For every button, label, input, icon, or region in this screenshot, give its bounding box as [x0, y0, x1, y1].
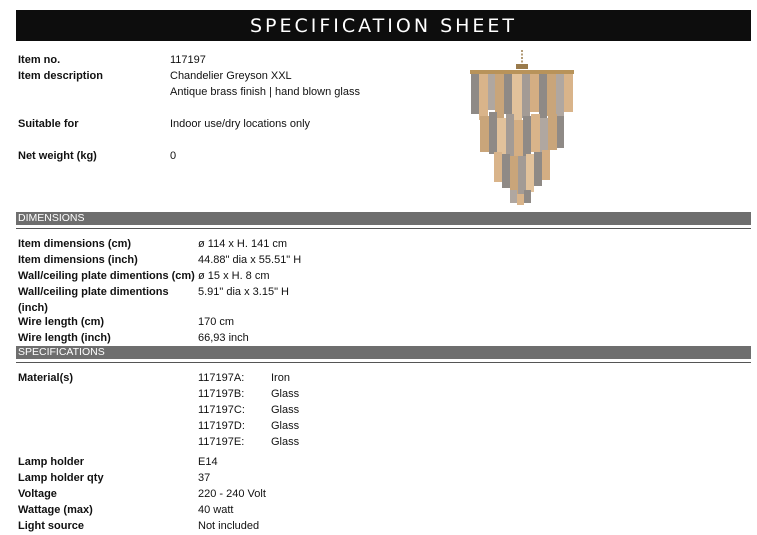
material-type: Glass — [271, 388, 300, 400]
net-weight-value: 0 — [170, 150, 177, 162]
plate-dimensions-inch-value: 5.91" dia x 3.15" H — [198, 286, 289, 298]
material-type: Glass — [271, 404, 300, 416]
voltage-value: 220 - 240 Volt — [198, 488, 266, 500]
item-no-value: 117197 — [170, 54, 206, 66]
material-code: 117197C: — [198, 404, 245, 416]
specifications-divider — [16, 362, 751, 363]
lamp-holder-label: Lamp holder — [18, 456, 85, 468]
material-code: 117197B: — [198, 388, 245, 400]
net-weight-label: Net weight (kg) — [18, 150, 97, 162]
suitable-for-label: Suitable for — [18, 118, 79, 130]
material-code: 117197D: — [198, 420, 245, 432]
specifications-section-header: SPECIFICATIONS — [16, 346, 751, 359]
plate-dimensions-inch-label: Wall/ceiling plate dimentions — [18, 286, 169, 298]
wattage-value: 40 watt — [198, 504, 234, 516]
page-title: SPECIFICATION SHEET — [16, 10, 751, 41]
wire-length-cm-label: Wire length (cm) — [18, 316, 105, 328]
plate-dimensions-inch-label-cont: (inch) — [18, 302, 48, 314]
wire-length-inch-value: 66,93 inch — [198, 332, 249, 344]
material-code: 117197E: — [198, 436, 245, 448]
item-description-label: Item description — [18, 70, 103, 82]
wire-length-inch-label: Wire length (inch) — [18, 332, 111, 344]
suitable-for-value: Indoor use/dry locations only — [170, 118, 311, 130]
light-source-value: Not included — [198, 520, 260, 532]
item-dimensions-cm-label: Item dimensions (cm) — [18, 238, 132, 250]
plate-dimensions-cm-label: Wall/ceiling plate dimentions (cm) — [18, 270, 195, 282]
item-dimensions-cm-value: ø 114 x H. 141 cm — [198, 238, 288, 250]
item-dimensions-inch-label: Item dimensions (inch) — [18, 254, 138, 266]
material-type: Glass — [271, 420, 300, 432]
lamp-holder-value: E14 — [198, 456, 218, 468]
material-type: Glass — [271, 436, 300, 448]
plate-dimensions-cm-value: ø 15 x H. 8 cm — [198, 270, 270, 282]
wattage-label: Wattage (max) — [18, 504, 93, 516]
item-description-line2: Antique brass finish | hand blown glass — [170, 86, 360, 98]
item-dimensions-inch-value: 44.88" dia x 55.51" H — [198, 254, 302, 266]
lamp-holder-qty-label: Lamp holder qty — [18, 472, 104, 484]
material-code: 117197A: — [198, 372, 245, 384]
item-no-label: Item no. — [18, 54, 61, 66]
dimensions-divider — [16, 228, 751, 229]
materials-label: Material(s) — [18, 372, 74, 384]
light-source-label: Light source — [18, 520, 85, 532]
lamp-holder-qty-value: 37 — [198, 472, 211, 484]
dimensions-section-header: DIMENSIONS — [16, 212, 751, 225]
item-description-line1: Chandelier Greyson XXL — [170, 70, 292, 82]
wire-length-cm-value: 170 cm — [198, 316, 235, 328]
chandelier-product-image — [466, 50, 578, 205]
voltage-label: Voltage — [18, 488, 57, 500]
material-type: Iron — [271, 372, 290, 384]
